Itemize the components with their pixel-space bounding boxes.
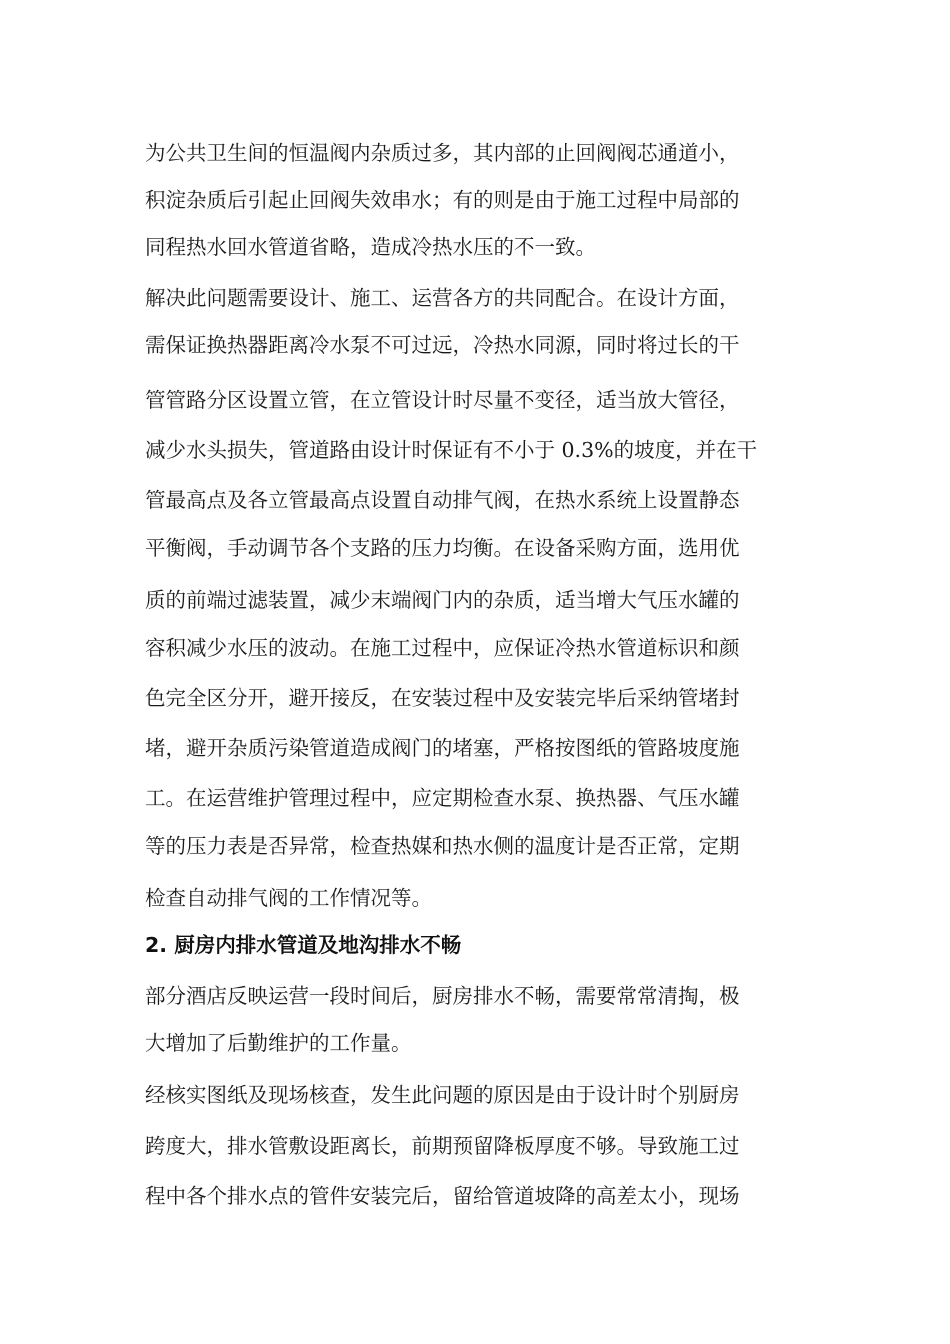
paragraph-line: 减少水头损失，管道路由设计时保证有不小于 0.3%的坡度，并在干 (145, 438, 758, 462)
paragraph-line: 为公共卫生间的恒温阀内杂质过多，其内部的止回阀阀芯通道小， (145, 141, 740, 165)
paragraph-line: 大增加了后勤维护的工作量。 (145, 1031, 412, 1055)
paragraph-line: 跨度大，排水管敷设距离长，前期预留降板厚度不够。导致施工过 (145, 1134, 740, 1158)
paragraph-line: 平衡阀，手动调节各个支路的压力均衡。在设备采购方面，选用优 (145, 536, 740, 560)
paragraph-line: 解决此问题需要设计、施工、运营各方的共同配合。在设计方面， (145, 286, 740, 310)
paragraph-line: 检查自动排气阀的工作情况等。 (145, 886, 432, 910)
paragraph-line: 容积减少水压的波动。在施工过程中，应保证冷热水管道标识和颜 (145, 636, 740, 660)
paragraph-line: 需保证换热器距离冷水泵不可过远，冷热水同源，同时将过长的干 (145, 333, 740, 357)
paragraph-line: 管最高点及各立管最高点设置自动排气阀，在热水系统上设置静态 (145, 488, 740, 512)
paragraph-line: 部分酒店反映运营一段时间后，厨房排水不畅，需要常常清掏，极 (145, 984, 740, 1008)
paragraph-line: 程中各个排水点的管件安装完后，留给管道坡降的高差太小，现场 (145, 1184, 740, 1208)
paragraph-line: 色完全区分开，避开接反，在安装过程中及安装完毕后采纳管堵封 (145, 686, 740, 710)
paragraph-line: 等的压力表是否异常，检查热媒和热水侧的温度计是否正常，定期 (145, 834, 740, 858)
paragraph-line: 同程热水回水管道省略，造成冷热水压的不一致。 (145, 235, 596, 259)
paragraph-line: 工。在运营维护管理过程中，应定期检查水泵、换热器、气压水罐 (145, 786, 740, 810)
paragraph-line: 积淀杂质后引起止回阀失效串水；有的则是由于施工过程中局部的 (145, 188, 740, 212)
paragraph-line: 管管路分区设置立管，在立管设计时尽量不变径，适当放大管径， (145, 388, 740, 412)
paragraph-line: 质的前端过滤装置，减少末端阀门内的杂质，适当增大气压水罐的 (145, 588, 740, 612)
paragraph-line: 堵，避开杂质污染管道造成阀门的堵塞，严格按图纸的管路坡度施 (145, 736, 740, 760)
section-heading: 2. 厨房内排水管道及地沟排水不畅 (145, 933, 462, 957)
paragraph-line: 经核实图纸及现场核查，发生此问题的原因是由于设计时个别厨房 (145, 1083, 740, 1107)
